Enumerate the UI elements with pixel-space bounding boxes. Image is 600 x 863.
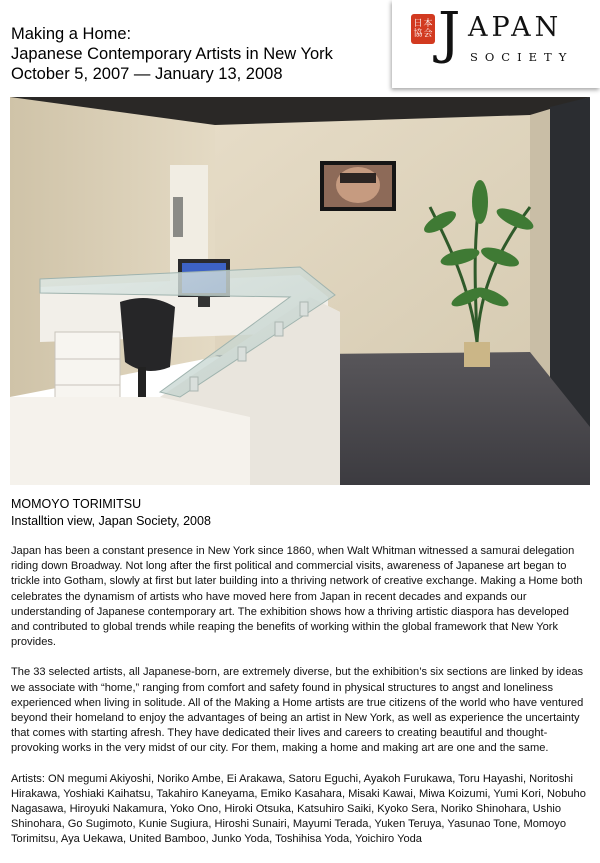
exhibition-description [11, 544, 587, 863]
logo-initial: J [438, 1, 461, 66]
installation-photo [10, 97, 590, 485]
caption-title: Installtion view, Japan Society, 2008 [11, 514, 211, 528]
exhibition-subtitle: Japanese Contemporary Artists in New York [11, 45, 333, 63]
exhibition-header [11, 24, 333, 84]
logo-society-text: SOCIETY [470, 50, 574, 64]
exhibition-title: Making a Home: [11, 25, 132, 43]
photo-caption [11, 496, 211, 530]
caption-artist: MOMOYO TORIMITSU [11, 497, 142, 511]
artists-paragraph: The 33 selected artists, all Japanese-born, are extremely diverse, but the exhibition’s six sections are linked by ideas we associate with “home,” ranging from comfort and safety found in physical structures to angst and loneliness experienced when living in solitude. All of the Making a Home artists are true citizens of the world who have ventured beyond their homeland to enjoy the advantages of being an artist in New York, as well as experience the uncertainty that comes with starting afresh. They have dedicated their lives and careers to creating beautiful and thought-provoking works in the very midst of our city. For them, making a home and making art are one and the same. [11, 666, 584, 755]
seal-icon: 日 本 協 会 [411, 14, 435, 44]
logo-wordmark: APAN [468, 12, 563, 43]
intro-paragraph: Japan has been a constant presence in New York since 1860, when Walt Whitman witnessed a samurai delegation riding down Broadway. Not long after the first political and commercial visits, awareness of Japanese art began to trickle into Gotham, slowly at first but later building into a thriving network of creative exchange. Making a Home both celebrates the dynamism of artists who have moved here from Japan in recent decades and expands our understanding of Japanese contemporary art. The exhibition shows how a thriving artistic diaspora has developed and contributed to global trends while reaping the benefits of working within the global framework that New York provides. [11, 545, 583, 649]
exhibition-dates: October 5, 2007 — January 13, 2008 [11, 65, 283, 83]
japan-society-logo [392, 0, 600, 88]
artist-list: Artists: ON megumi Akiyoshi, Noriko Ambe, Ei Arakawa, Satoru Eguchi, Ayakoh Furukawa, Toru Hayashi, Noritoshi Hirakawa, Yoshiaki Kaihatsu, Takahiro Kaneyama, Emiko Kasahara, Misaki Kawai, Miwa Koizumi, Yumi Kori, Nobuho Nagasawa, Hiroyuki Nakamura, Yoko Ono, Hiroki Otsuka, Katsuhiro Saiki, Kyoko Sera, Noriko Shinohara, Ushio Shinohara, Go Sugimoto, Kunie Sugiura, Hiroshi Sunairi, Mayumi Terada, Yuken Teruya, Yasunao Tone, Momoyo Torimitsu, Aya Uekawa, United Bamboo, Junko Yoda, Toshihisa Yoda, Yoichiro Yoda [11, 772, 586, 846]
